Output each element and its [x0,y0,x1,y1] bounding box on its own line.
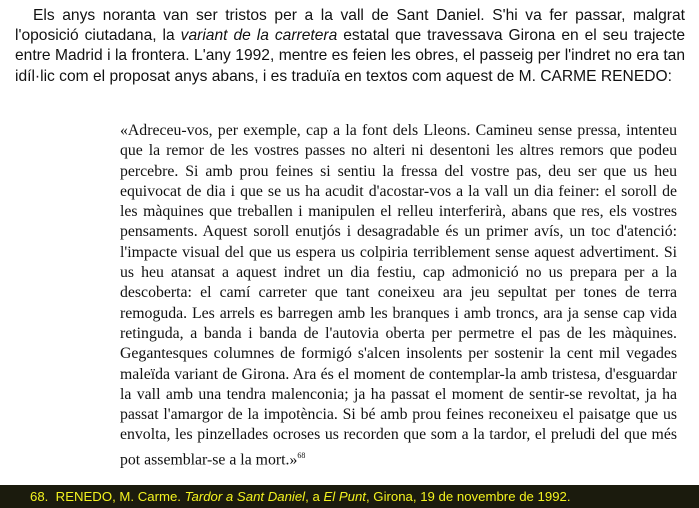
footnote-number: 68. [30,489,49,504]
footnote-bar [0,485,699,508]
intro-text [15,6,685,87]
footnote-marker: 68 [297,450,306,460]
footnote-source: El Punt [323,489,366,504]
footnote-rest: , Girona, 19 de novembre de 1992. [365,489,571,504]
quotation-text: «Adreceu-vos, per exemple, cap a la font dels Lleons. Camineu sense pressa, intenteu que la remor de les vostres passes no alteri ni desentoni les altres remors que podeu percebre. Si amb prou feines si sentiu la fressa del vostre pas, deu ser que us heu equivocat de dia i que se us ha acudit d'acostar-vos a la vall un dia feiner: el soroll de les màquines que treballen i manipulen el relleu interferirà, abans que res, els vostres pensaments. Aquest soroll enutjós i desagradable és un primer avís, un toc d'atenció: l'impacte visual del que us espera us colpiria terriblement sense aquest advertiment. Si us heu atansat a aquest indret un dia festiu, cap admonició no us prepara per a la descoberta: el camí carreter que tant coneixeu ara jeu sepultat per tones de terra remoguda. Les arrels es barregen amb les branques i amb troncs, ara ja sense cap vida retinguda, a banda i banda de l'autovia oberta per permetre el pas de les màquines. Gegantesques columnes de formigó s'alcen insolents per sostenir la cent mil vegades maleïda variant de Girona. Ara és el moment de contemplar-la amb tristesa, d'esguardar la vall amb una tendra malenconia; ja ha passat el moment de sentir-se revoltat, ja ha passat l'amargor de la impotència. Si bé amb prou feines reconeixeu el paisatge que us envolta, les pinzellades ocroses us recorden que som a la tardor, el preludi del que més pot assemblar-se a la mort.» [120,122,677,469]
footnote-mid: , a [305,489,324,504]
intro-part1: Els anys noranta van ser tristos per a la vall de Sant Daniel. S'hi va fer passar, malgrat l'oposició ciutadana, la [15,7,685,45]
footnote-author: RENEDO, M. Carme. [55,489,181,504]
footnote-title: Tardor a Sant Daniel [184,489,306,504]
quotation-block [120,121,677,470]
intro-italic: variant de la carretera [180,27,338,45]
intro-part2: estatal que travessava Girona en el seu trajecte entre Madrid i la frontera. L'any 1992, mentre es feien les obres, el passeig per l'indret no era tan idíl·lic com el proposat anys abans, i es traduïa en textos com aquest de M. CARME RENEDO: [15,27,685,85]
intro-paragraph [15,6,685,87]
